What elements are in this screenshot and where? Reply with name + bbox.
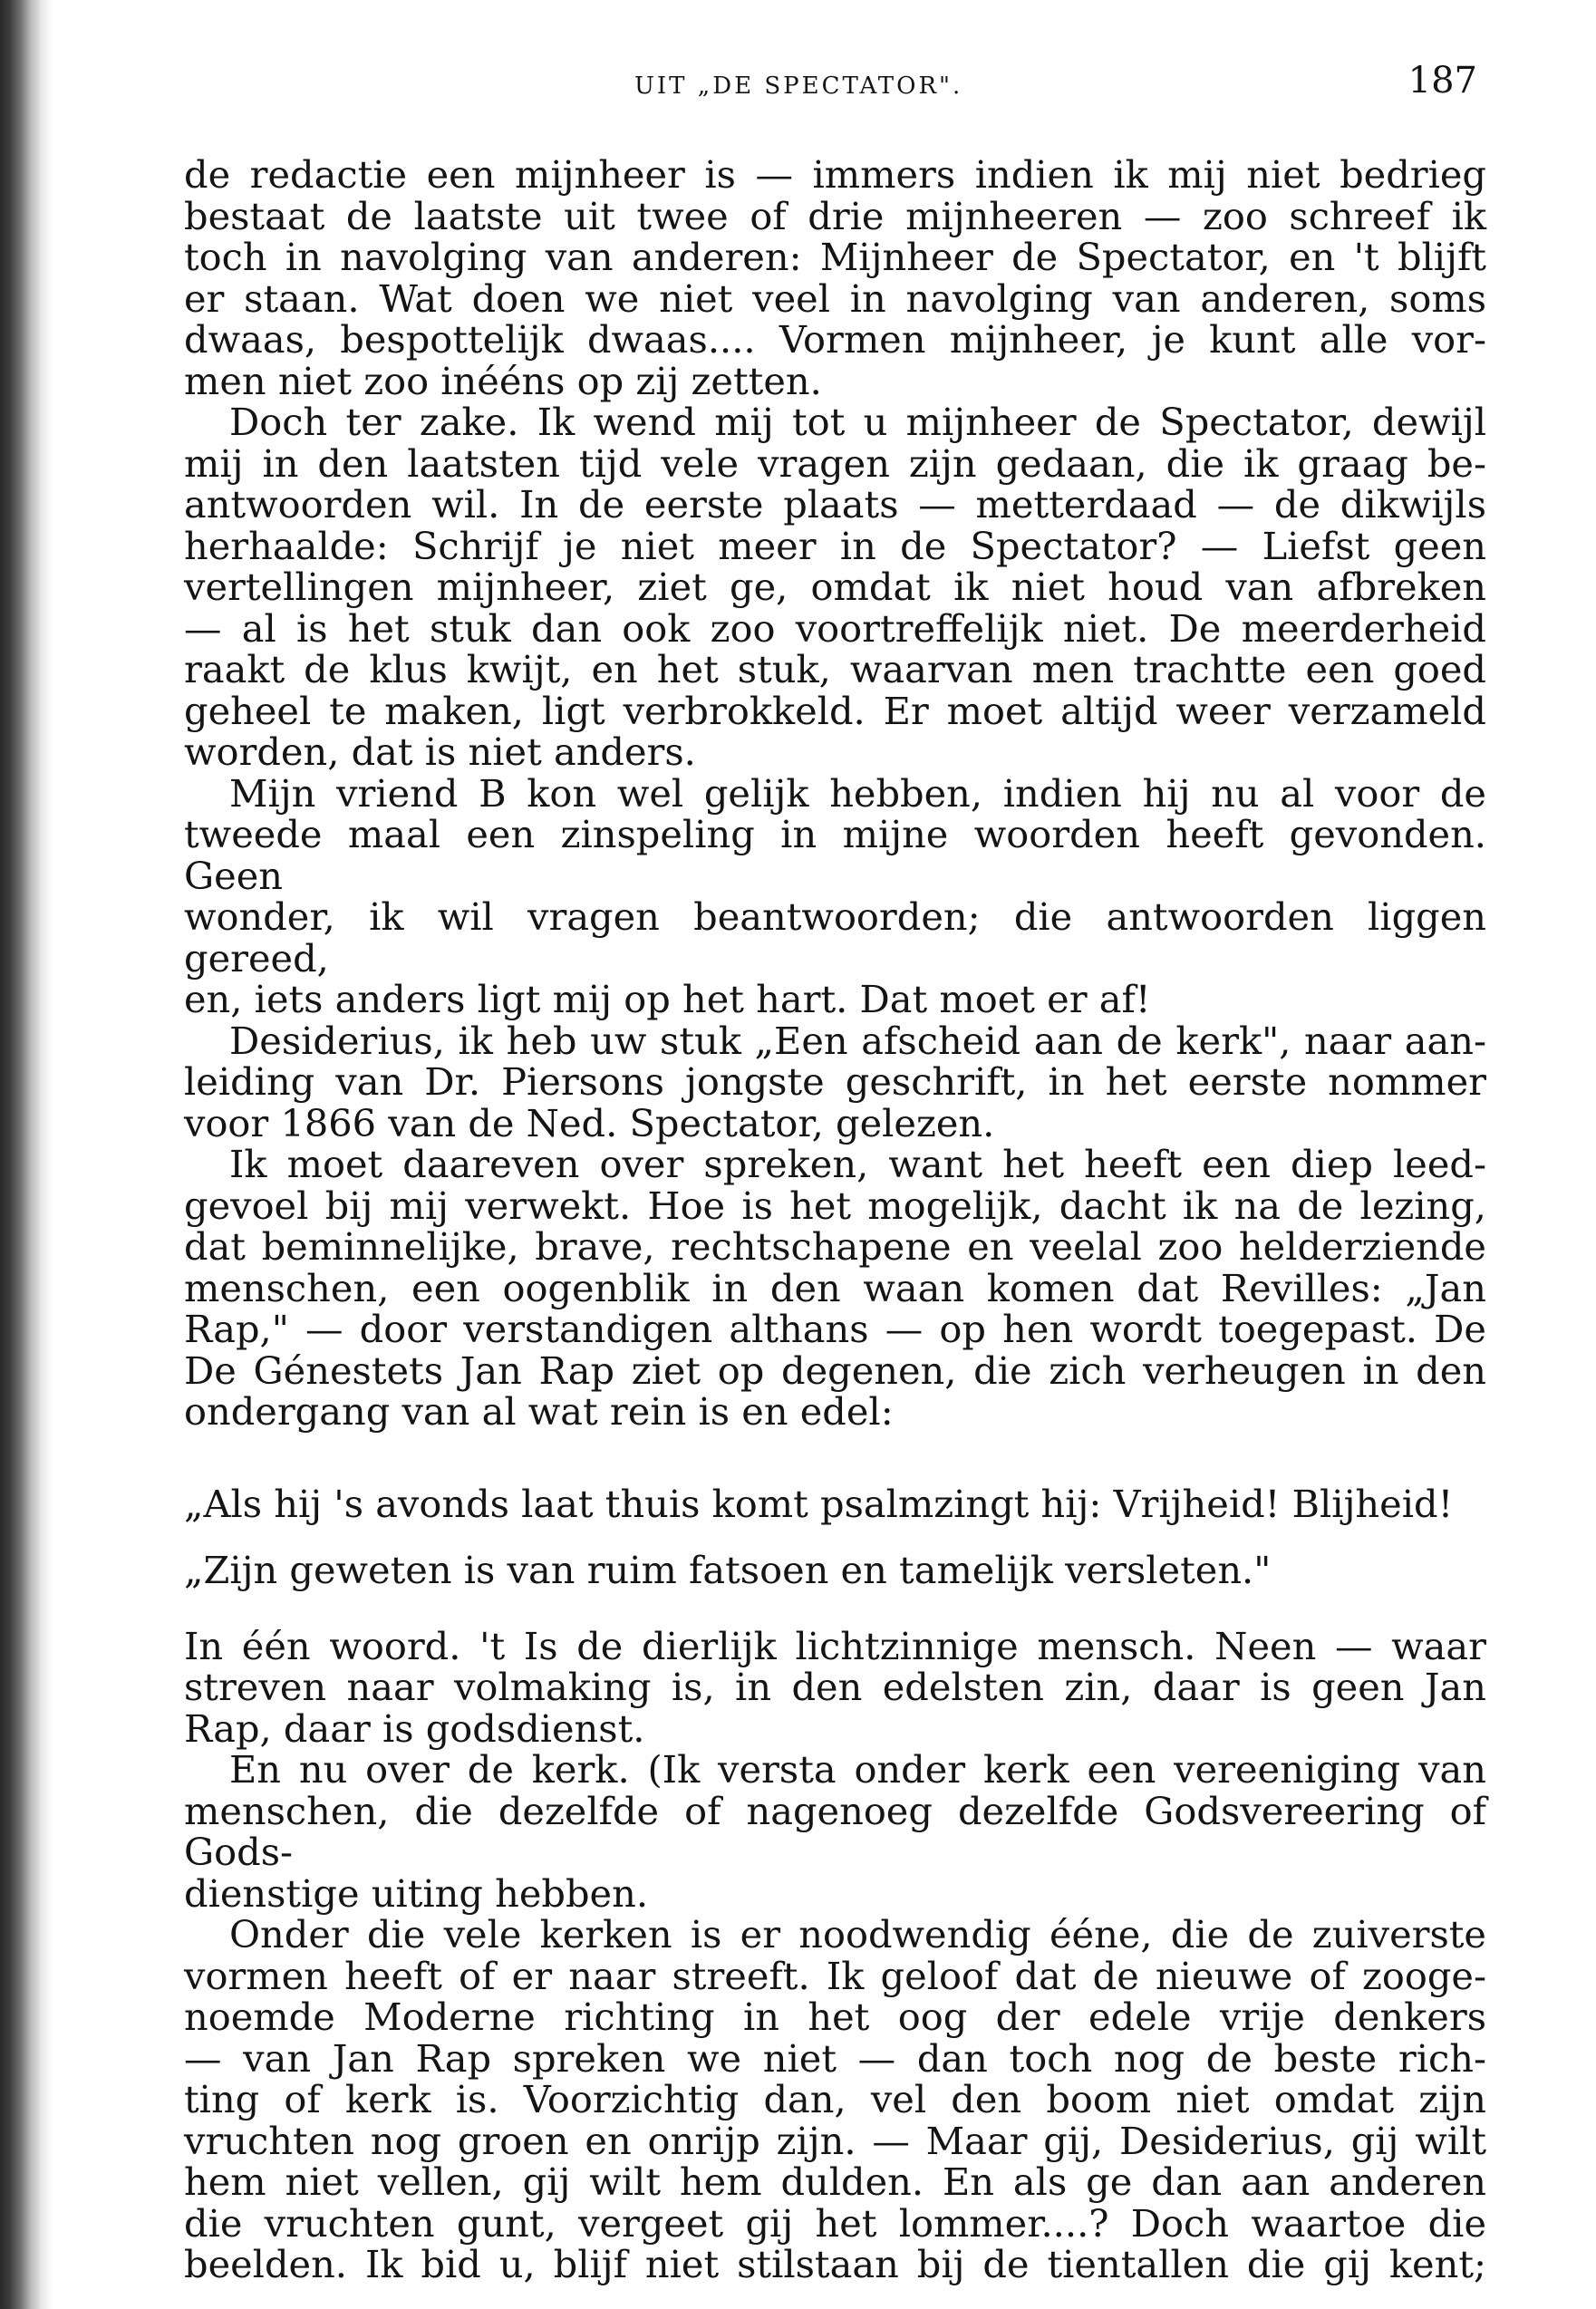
paragraph-vele-kerken xyxy=(184,1914,1486,2285)
text-line: voor 1866 van de Ned. Spectator, gelezen. xyxy=(184,1100,995,1145)
verse-line: „Als hij 's avonds laat thuis komt psalmzingt hij: Vrijheid! Blijheid! xyxy=(184,1481,1454,1526)
verse-line: „Zijn geweten is van ruim fatsoen en tamelijk versleten." xyxy=(184,1548,1272,1592)
paragraph-continuation xyxy=(184,154,1486,401)
text-line: en, iets anders ligt mij op het hart. Dat moet er af! xyxy=(184,977,1151,1021)
page-header xyxy=(634,60,1477,114)
text-line: menschen, een oogenblik in den waan komen dat Revilles: „Jan xyxy=(184,1265,1486,1310)
text-line: wonder, ik wil vragen beantwoorden; die antwoorden liggen gereed, xyxy=(184,894,1486,981)
text-line: Desiderius, ik heb uw stuk „Een afscheid aan de kerk", naar aan- xyxy=(229,1018,1486,1063)
text-line: In één woord. 't Is de dierlijk lichtzinnige mensch. Neen — waar xyxy=(184,1623,1486,1668)
text-line: bestaat de laatste uit twee of drie mijnheeren — zoo schreef ik xyxy=(184,193,1486,238)
text-line: — van Jan Rap spreken we niet — dan toch nog de beste rich- xyxy=(184,2035,1486,2081)
text-line: menschen, die dezelfde of nagenoeg dezelfde Godsvereering of Gods- xyxy=(184,1788,1486,1874)
text-line: Onder die vele kerken is er noodwendig ééne, die de zuiverste xyxy=(229,1912,1486,1956)
text-line: tweede maal een zinspeling in mijne woorden heeft gevonden. Geen xyxy=(184,812,1486,898)
paragraph-desiderius xyxy=(184,1020,1486,1145)
text-line: dat beminnelijke, brave, rechtschapene en veelal zoo helderziende xyxy=(184,1224,1486,1269)
paragraph-mijn-vriend xyxy=(184,770,1486,1021)
text-line: die vruchten gunt, vergeet gij het lommer....? Doch waartoe die xyxy=(184,2200,1486,2246)
text-line: En nu over de kerk. (Ik versta onder kerk een vereeniging van xyxy=(229,1747,1486,1792)
text-line: vormen heeft of er naar streeft. Ik geloof dat de nieuwe of zooge- xyxy=(184,1953,1486,1998)
text-line: raakt de klus kwijt, en het stuk, waarvan men trachtte een goed xyxy=(184,647,1486,691)
text-line: streven naar volmaking is, in den edelsten zin, daar is geen Jan xyxy=(184,1665,1486,1709)
text-line: ting of kerk is. Voorzichtig dan, vel den boom niet omdat zijn xyxy=(184,2077,1486,2121)
text-line: dienstige uiting hebben. xyxy=(184,1870,649,1916)
text-line: vruchten nog groen en onrijp zijn. — Maar gij, Desiderius, gij wilt xyxy=(184,2118,1486,2163)
text-line: leiding van Dr. Piersons jongste geschrift, in het eerste nommer xyxy=(184,1059,1486,1104)
page-body xyxy=(184,154,1486,2285)
text-line: — al is het stuk dan ook zoo voortreffelijk niet. De meerderheid xyxy=(184,605,1486,651)
text-line: mij in den laatsten tijd vele vragen zijn gedaan, die ik graag be- xyxy=(184,440,1486,486)
text-line: Mijn vriend B kon wel gelijk hebben, indien hij nu al voor de xyxy=(229,770,1486,816)
text-line: ondergang van al wat rein is en edel: xyxy=(184,1389,894,1434)
text-line: dwaas, bespottelijk dwaas.... Vormen mijnheer, je kunt alle vor- xyxy=(184,317,1486,362)
paragraph-over-de-kerk xyxy=(184,1749,1486,1914)
text-line: gevoel bij mij verwekt. Hoe is het mogelijk, dacht ik na de lezing, xyxy=(184,1183,1486,1228)
paragraph-ter-zake xyxy=(184,401,1486,773)
verse-spacer-bottom xyxy=(184,1591,1486,1626)
verse-spacer-top xyxy=(184,1433,1486,1483)
text-line: Ik moet daareven over spreken, want het heeft een diep leed- xyxy=(229,1142,1486,1186)
text-line: beelden. Ik bid u, blijf niet stilstaan bij de tientallen die gij kent; xyxy=(184,2242,1486,2286)
paragraph-in-een-woord xyxy=(184,1623,1486,1751)
text-line: vertellingen mijnheer, ziet ge, omdat ik niet houd van afbreken xyxy=(184,565,1486,609)
text-line: geheel te maken, ligt verbrokkeld. Er moet altijd weer verzameld xyxy=(184,688,1486,733)
text-line: de redactie een mijnheer is — immers indien ik mij niet bedrieg xyxy=(184,152,1486,197)
text-line: worden, dat is niet anders. xyxy=(184,729,696,774)
text-line: De Génestets Jan Rap ziet op degenen, die zich verheugen in den xyxy=(184,1348,1486,1393)
text-line: men niet zoo inééns op zij zetten. xyxy=(184,358,822,403)
book-binding-edge xyxy=(0,0,53,2309)
text-line: herhaalde: Schrijf je niet meer in de Spectator? — Liefst geen xyxy=(184,523,1486,568)
text-line: hem niet vellen, gij wilt hem dulden. En als ge dan aan anderen xyxy=(184,2159,1486,2204)
text-line: Doch ter zake. Ik wend mij tot u mijnheer de Spectator, dewijl xyxy=(229,400,1486,444)
page-number: 187 xyxy=(1407,60,1477,101)
verse-quotation xyxy=(184,1483,1486,1591)
text-line: noemde Moderne richting in het oog der edele vrije denkers xyxy=(184,1995,1486,2039)
text-line: Rap, daar is godsdienst. xyxy=(184,1705,645,1751)
verse-gap xyxy=(184,1524,1486,1550)
text-line: toch in navolging van anderen: Mijnheer de Spectator, en 't blijft xyxy=(184,235,1486,279)
paragraph-ik-moet xyxy=(184,1144,1486,1433)
text-line: antwoorden wil. In de eerste plaats — metterdaad — de dikwijls xyxy=(184,482,1486,527)
text-line: Rap," — door verstandigen althans — op hen wordt toegepast. De xyxy=(184,1307,1486,1351)
text-line: er staan. Wat doen we niet veel in navolging van anderen, soms xyxy=(184,275,1486,321)
running-title: UIT „DE SPECTATOR". xyxy=(634,72,963,100)
